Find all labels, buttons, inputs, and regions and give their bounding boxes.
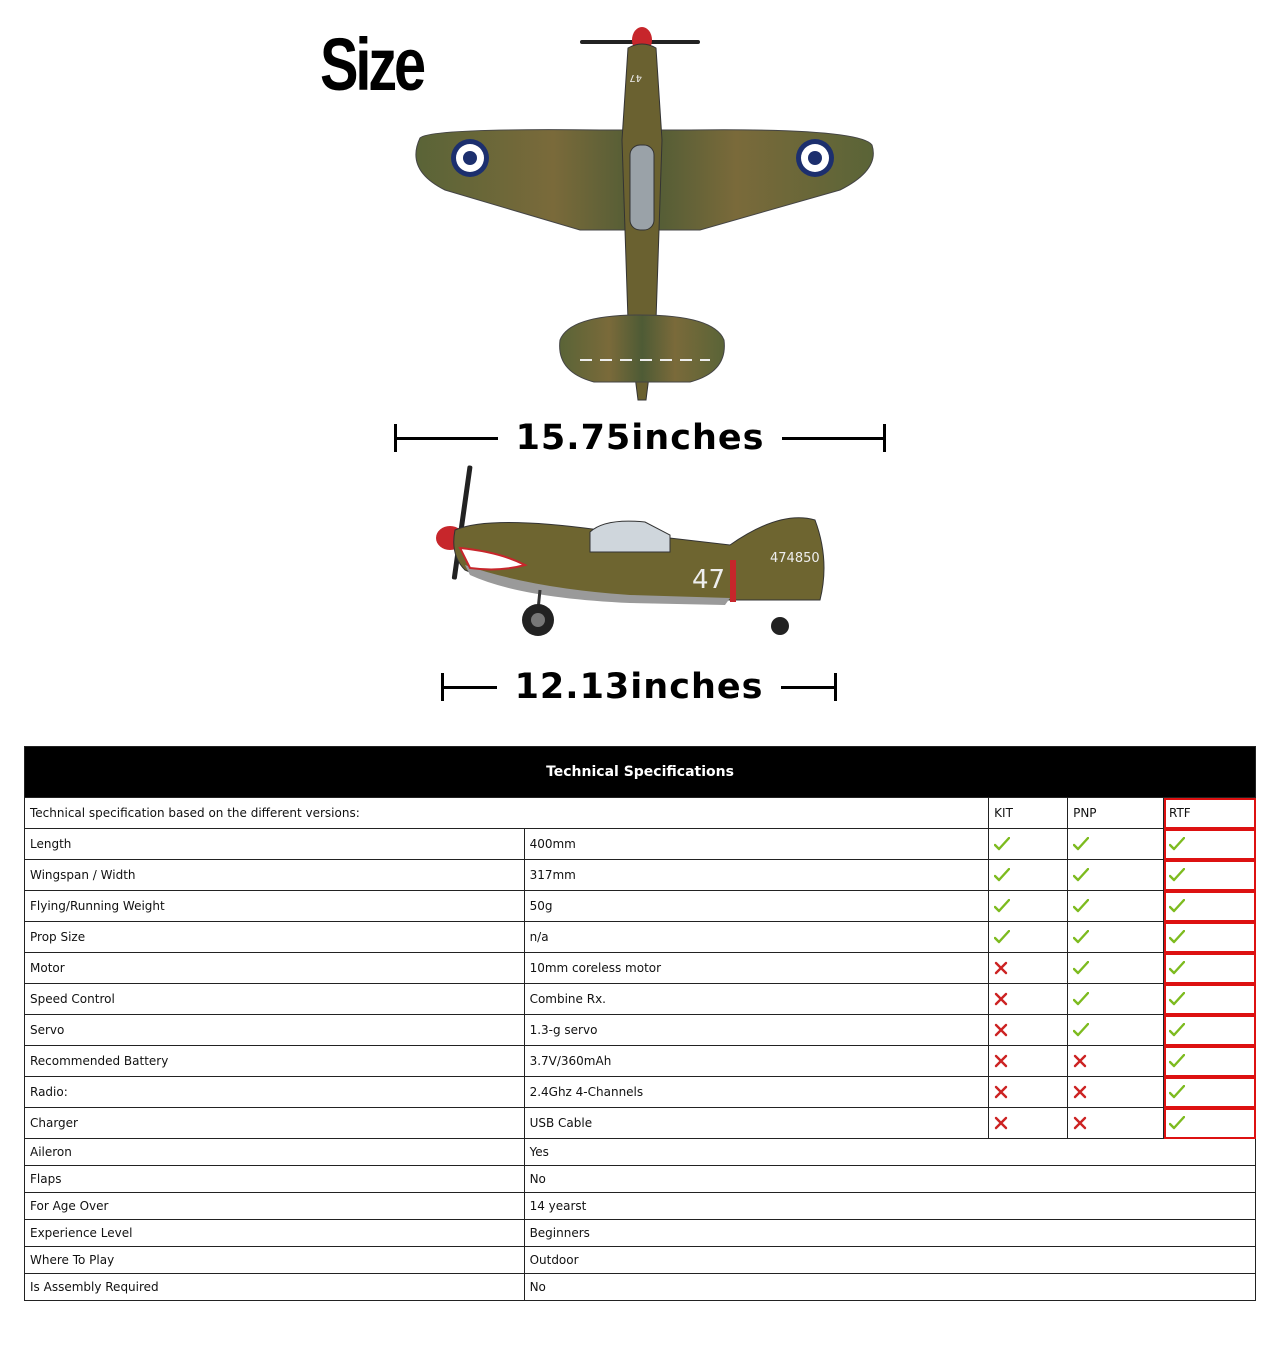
table-row	[25, 891, 1256, 922]
kit-cross-icon	[989, 953, 1068, 984]
rtf-check-icon	[1164, 891, 1256, 922]
spec-label: Recommended Battery	[25, 1046, 525, 1077]
technical-specifications-table	[24, 746, 1256, 1301]
spec-value: No	[524, 1166, 1255, 1193]
rtf-check-icon	[1164, 1108, 1256, 1139]
table-row	[25, 1046, 1256, 1077]
spec-label: Charger	[25, 1108, 525, 1139]
version-rtf: RTF	[1164, 798, 1256, 829]
length-label: 12.13inches	[514, 667, 764, 707]
pnp-check-icon	[1068, 922, 1164, 953]
pnp-cross-icon	[1068, 1077, 1164, 1108]
svg-text:474850: 474850	[770, 551, 820, 566]
table-row	[25, 1193, 1256, 1220]
spec-value: Beginners	[524, 1220, 1255, 1247]
pnp-check-icon	[1068, 1015, 1164, 1046]
kit-cross-icon	[989, 984, 1068, 1015]
table-row	[25, 1108, 1256, 1139]
pnp-cross-icon	[1068, 1046, 1164, 1077]
table-heading-row	[25, 747, 1256, 798]
spec-label: Experience Level	[25, 1220, 525, 1247]
kit-check-icon	[989, 891, 1068, 922]
spec-label: Wingspan / Width	[25, 860, 525, 891]
kit-cross-icon	[989, 1108, 1068, 1139]
rtf-check-icon	[1164, 1046, 1256, 1077]
table-row	[25, 1166, 1256, 1193]
table-row	[25, 1015, 1256, 1046]
pnp-cross-icon	[1068, 1108, 1164, 1139]
wingspan-dimension	[394, 418, 886, 458]
kit-check-icon	[989, 829, 1068, 860]
spec-value: 2.4Ghz 4-Channels	[524, 1077, 989, 1108]
table-row	[25, 1220, 1256, 1247]
spec-value: 317mm	[524, 860, 989, 891]
spec-label: Length	[25, 829, 525, 860]
table-row	[25, 1139, 1256, 1166]
pnp-check-icon	[1068, 860, 1164, 891]
kit-cross-icon	[989, 1077, 1068, 1108]
spec-value: 3.7V/360mAh	[524, 1046, 989, 1077]
rtf-check-icon	[1164, 953, 1256, 984]
table-row	[25, 1274, 1256, 1301]
version-header-row	[25, 798, 1256, 829]
table-row	[25, 953, 1256, 984]
spec-value: Combine Rx.	[524, 984, 989, 1015]
spec-value: No	[524, 1274, 1255, 1301]
table-heading: Technical Specifications	[25, 747, 1256, 798]
rtf-check-icon	[1164, 1077, 1256, 1108]
spec-value: 400mm	[524, 829, 989, 860]
table-row	[25, 922, 1256, 953]
spec-value: 1.3-g servo	[524, 1015, 989, 1046]
spec-label: Prop Size	[25, 922, 525, 953]
spec-value: n/a	[524, 922, 989, 953]
spec-value: 10mm coreless motor	[524, 953, 989, 984]
table-row	[25, 1247, 1256, 1274]
pnp-check-icon	[1068, 829, 1164, 860]
pnp-check-icon	[1068, 891, 1164, 922]
table-row	[25, 829, 1256, 860]
rtf-check-icon	[1164, 922, 1256, 953]
spec-value: Outdoor	[524, 1247, 1255, 1274]
svg-text:47: 47	[692, 565, 726, 595]
rtf-check-icon	[1164, 1015, 1256, 1046]
rtf-check-icon	[1164, 829, 1256, 860]
size-title: Size	[320, 23, 424, 106]
spec-label: For Age Over	[25, 1193, 525, 1220]
kit-cross-icon	[989, 1046, 1068, 1077]
intro-cell: Technical specification based on the different versions:	[25, 798, 989, 829]
spec-value: USB Cable	[524, 1108, 989, 1139]
spec-label: Flaps	[25, 1166, 525, 1193]
version-pnp: PNP	[1068, 798, 1164, 829]
spec-label: Servo	[25, 1015, 525, 1046]
spec-label: Radio:	[25, 1077, 525, 1108]
spec-label: Speed Control	[25, 984, 525, 1015]
spec-value: 14 yearst	[524, 1193, 1255, 1220]
version-kit: KIT	[989, 798, 1068, 829]
pnp-check-icon	[1068, 984, 1164, 1015]
pnp-check-icon	[1068, 953, 1164, 984]
spec-value: Yes	[524, 1139, 1255, 1166]
spec-value: 50g	[524, 891, 989, 922]
wingspan-label: 15.75inches	[515, 418, 765, 458]
spec-label: Aileron	[25, 1139, 525, 1166]
rtf-check-icon	[1164, 860, 1256, 891]
plane-side-view-image	[430, 460, 850, 645]
spec-label: Flying/Running Weight	[25, 891, 525, 922]
svg-text:47: 47	[629, 72, 642, 83]
table-row	[25, 860, 1256, 891]
kit-check-icon	[989, 860, 1068, 891]
spec-label: Is Assembly Required	[25, 1274, 525, 1301]
spec-label: Motor	[25, 953, 525, 984]
table-row	[25, 984, 1256, 1015]
length-dimension	[441, 667, 837, 707]
kit-cross-icon	[989, 1015, 1068, 1046]
spec-label: Where To Play	[25, 1247, 525, 1274]
kit-check-icon	[989, 922, 1068, 953]
table-row	[25, 1077, 1256, 1108]
plane-top-view-image	[400, 20, 890, 405]
rtf-check-icon	[1164, 984, 1256, 1015]
